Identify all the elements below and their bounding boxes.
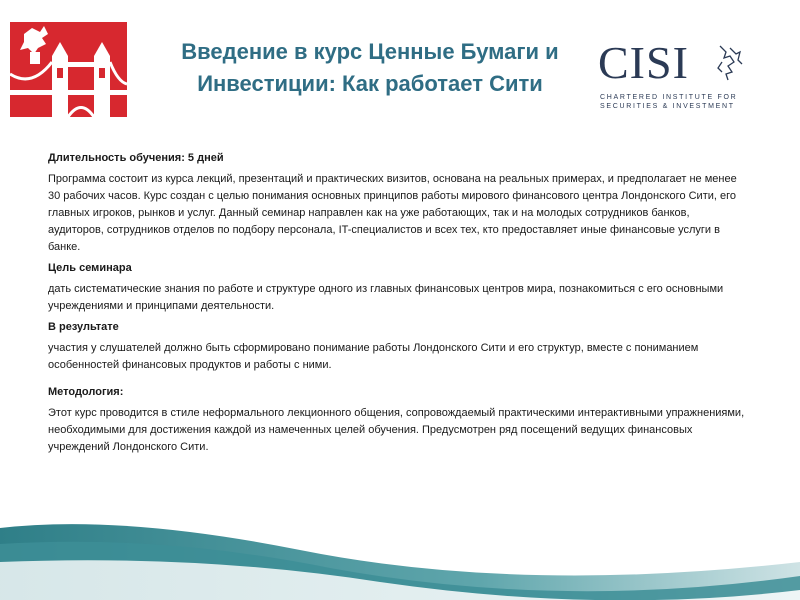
cisi-logo-subline1: CHARTERED INSTITUTE FOR [600,94,738,101]
page-title [135,36,605,100]
cisi-logo-subline2: SECURITIES & INVESTMENT [600,103,735,110]
description-text: Программа состоит из курса лекций, презентаций и практических визитов, основана на реальных примерах, и предполагает не менее 30 рабочих часов. Курс создан с целью понимания основных принципов работы мирового финансового центра Лондонского Сити, его главных игроков, рынков и услуг. Данный семинар направлен как на уже работающих, так и на молодых сотрудников банков, аудиторов, сотрудников отделов по подбору персонала, IT-специалистов и всех тех, кто предоставляет иные финансовые услуги в банке. [48,173,737,253]
cisi-logo-word: CISI [598,37,689,88]
course-description [48,150,748,456]
result-heading: В результате [48,321,119,333]
page-title-line1: Введение в курс Ценные Бумаги и [181,39,559,64]
methodology-heading: Методология: [48,386,124,398]
duration-heading: Длительность обучения: 5 дней [48,152,224,164]
tower-bridge-icon [10,22,127,117]
goal-heading: Цель семинара [48,262,132,274]
methodology-text: Этот курс проводится в стиле неформального лекционного общения, сопровождаемый практическими интерактивными упражнениями, необходимыми для достижения каждой из намеченных целей обучения. Предусмотрен ряд посещений ведущих финансовых учреждений Лондонского Сити. [48,407,745,453]
page-title-line2: Инвестиции: Как работает Сити [197,71,543,96]
goal-text: дать систематические знания по работе и структуре одного из главных финансовых центров мира, познакомиться с его основными учреждениями и принципами деятельности. [48,283,724,312]
result-text: участия у слушателей должно быть сформировано понимание работы Лондонского Сити и его структур, вместе с пониманием особенностей финансовых продуктов и работы с ними. [48,342,699,371]
decorative-wave [0,510,800,600]
griffin-icon [714,42,746,84]
tower-bridge-emblem [10,22,127,117]
cisi-logo [598,37,748,120]
